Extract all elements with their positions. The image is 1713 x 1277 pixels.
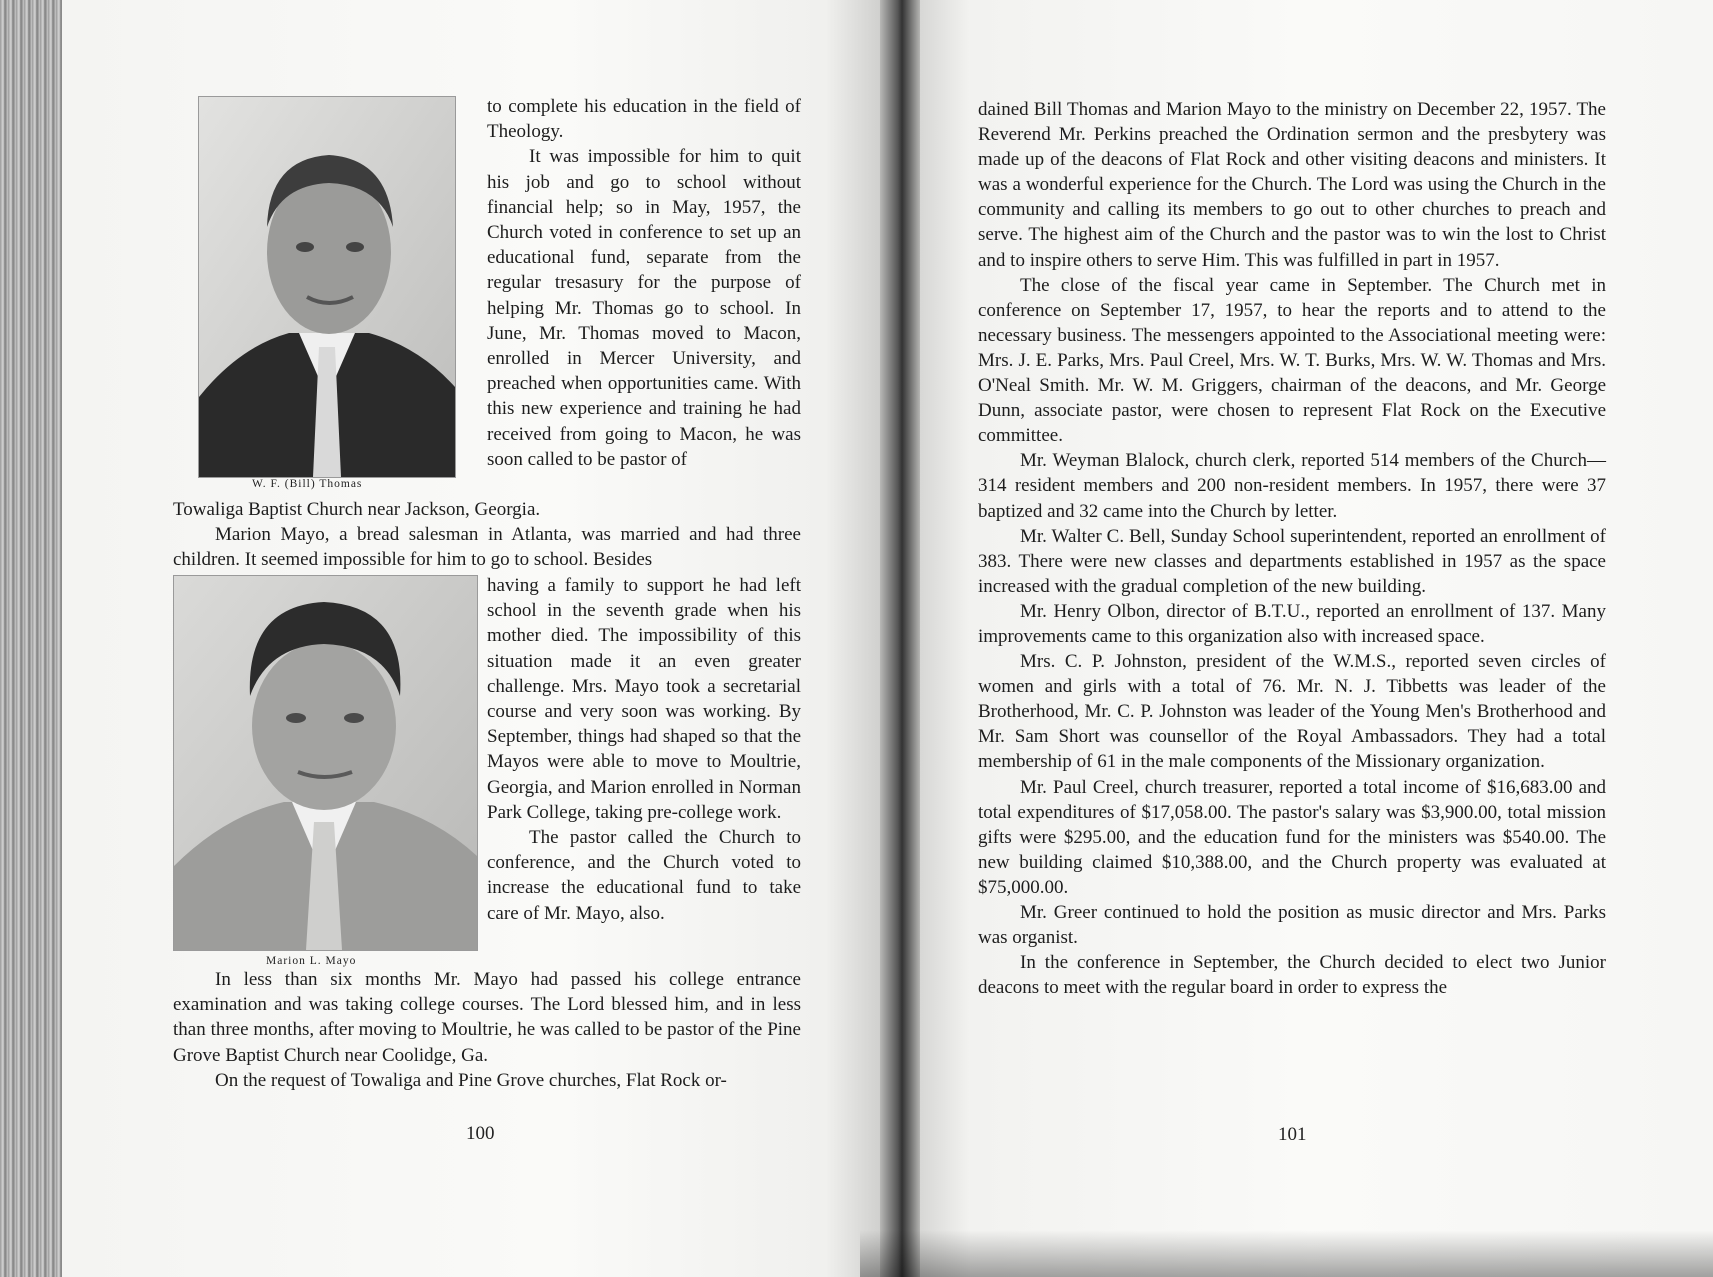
paragraph: The close of the fiscal year came in September. The Church met in conference on September 17, 1957, to hear the reports and to attend to the necessary business. The messengers appointed to the Associational meeting were: Mrs. J. E. Parks, Mrs. Paul Creel, Mrs. W. T. Burks, Mrs. W. W. Thomas and Mrs. O'Neal Smith. Mr. W. M. Griggers, chairman of the deacons, and Mr. George Dunn, associate pastor, were chosen to represent Flat Rock on the Executive committee. <box>978 274 1606 447</box>
book-gutter <box>880 0 920 1277</box>
portrait-photo-thomas <box>198 96 456 478</box>
paragraph: On the request of Towaliga and Pine Grove churches, Flat Rock or- <box>215 1069 727 1091</box>
portrait-photo-mayo <box>173 575 478 951</box>
paragraph: Mr. Weyman Blalock, church clerk, reported 514 members of the Church—314 resident members and 200 non-resident members. In 1957, there were 37 baptized and 32 came into the Church by letter. <box>978 450 1606 522</box>
paragraph: Towaliga Baptist Church near Jackson, Georgia. <box>173 499 541 520</box>
paragraph: having a family to support he had left school in the seventh grade when his mother died. The impossibility of this situation made it an even greater challenge. Mrs. Mayo took a secretarial course and very soon was working. By September, things had shaped so that the Mayos were able to move to Moultrie, Georgia, and Marion enrolled in Norman Park College, taking pre-college work. <box>487 575 801 823</box>
paragraph: Marion Mayo, a bread salesman in Atlanta, was married and had three children. It seemed impossible for him to go to school. Besides <box>173 524 801 571</box>
paragraph: The pastor called the Church to conference, and the Church voted to increase the educational fund to take care of Mr. Mayo, also. <box>487 827 801 924</box>
photo-caption-thomas: W. F. (Bill) Thomas <box>252 478 363 490</box>
page-number-left: 100 <box>466 1123 495 1144</box>
left-text-wrap-1 <box>487 94 801 472</box>
right-text-body <box>978 97 1606 1000</box>
paragraph: Mrs. C. P. Johnston, president of the W.M.S., reported seven circles of women and girls with a total of 76. Mr. N. J. Tibbetts was leader of the Brotherhood, Mr. C. P. Johnston was leader of the Young Men's Brotherhood and Mr. Sam Short was counsellor of the Royal Ambassadors. They had a total membership of 61 in the male components of the Missionary organization. <box>978 651 1606 773</box>
page-edges <box>0 0 62 1277</box>
page-number-right: 101 <box>1278 1124 1307 1145</box>
page-shadow <box>860 1230 1713 1277</box>
left-text-full-1 <box>173 497 801 573</box>
paragraph: In less than six months Mr. Mayo had passed his college entrance examination and was taking college courses. The Lord blessed him, and in less than three months, after moving to Moultrie, he was called to be pastor of the Pine Grove Baptist Church near Coolidge, Ga. <box>173 969 801 1066</box>
paragraph: Mr. Walter C. Bell, Sunday School superintendent, reported an enrollment of 383. There were new classes and departments established in 1957 as the space increased with the gradual completion of the new building. <box>978 525 1606 597</box>
portrait-mayo-image <box>174 576 477 950</box>
paragraph: In the conference in September, the Church decided to elect two Junior deacons to meet with the regular board in order to express the <box>978 952 1606 999</box>
paragraph: Mr. Henry Olbon, director of B.T.U., reported an enrollment of 137. Many improvements came to this organization also with increased space. <box>978 600 1606 647</box>
left-text-full-2 <box>173 967 801 1093</box>
left-text-wrap-2 <box>487 573 801 926</box>
paragraph: to complete his education in the field of Theology. <box>487 96 801 143</box>
paragraph: It was impossible for him to quit his job and go to school without financial help; so in May, 1957, the Church voted in conference to set up an educational fund, separate from the regular tresasury for the purpose of helping Mr. Thomas go to school. In June, Mr. Thomas moved to Macon, enrolled in Mercer University, and preached when opportunities came. With this new experience and training he had received from going to Macon, he was soon called to be pastor of <box>487 146 801 470</box>
portrait-thomas-image <box>199 97 455 477</box>
paragraph: Mr. Greer continued to hold the position as music director and Mrs. Parks was organist. <box>978 902 1606 949</box>
paragraph: dained Bill Thomas and Marion Mayo to the ministry on December 22, 1957. The Reverend Mr. Perkins preached the Ordination sermon and the presbytery was made up of the deacons of Flat Rock and other visiting deacons and ministers. It was a wonderful experience for the Church. The Lord was using the Church in the community and calling its members to go out to other churches to preach and serve. The highest aim of the Church and the pastor was to win the lost to Christ and to inspire others to serve Him. This was fulfilled in part in 1957. <box>978 99 1606 271</box>
photo-caption-mayo: Marion L. Mayo <box>266 955 357 967</box>
paragraph: Mr. Paul Creel, church treasurer, reported a total income of $16,683.00 and total expenditures of $17,058.00. The pastor's salary was $3,900.00, total mission gifts were $295.00, and the education fund for the ministers was $540.00. The new building claimed $10,388.00, and the Church property was evaluated at $75,000.00. <box>978 776 1606 898</box>
